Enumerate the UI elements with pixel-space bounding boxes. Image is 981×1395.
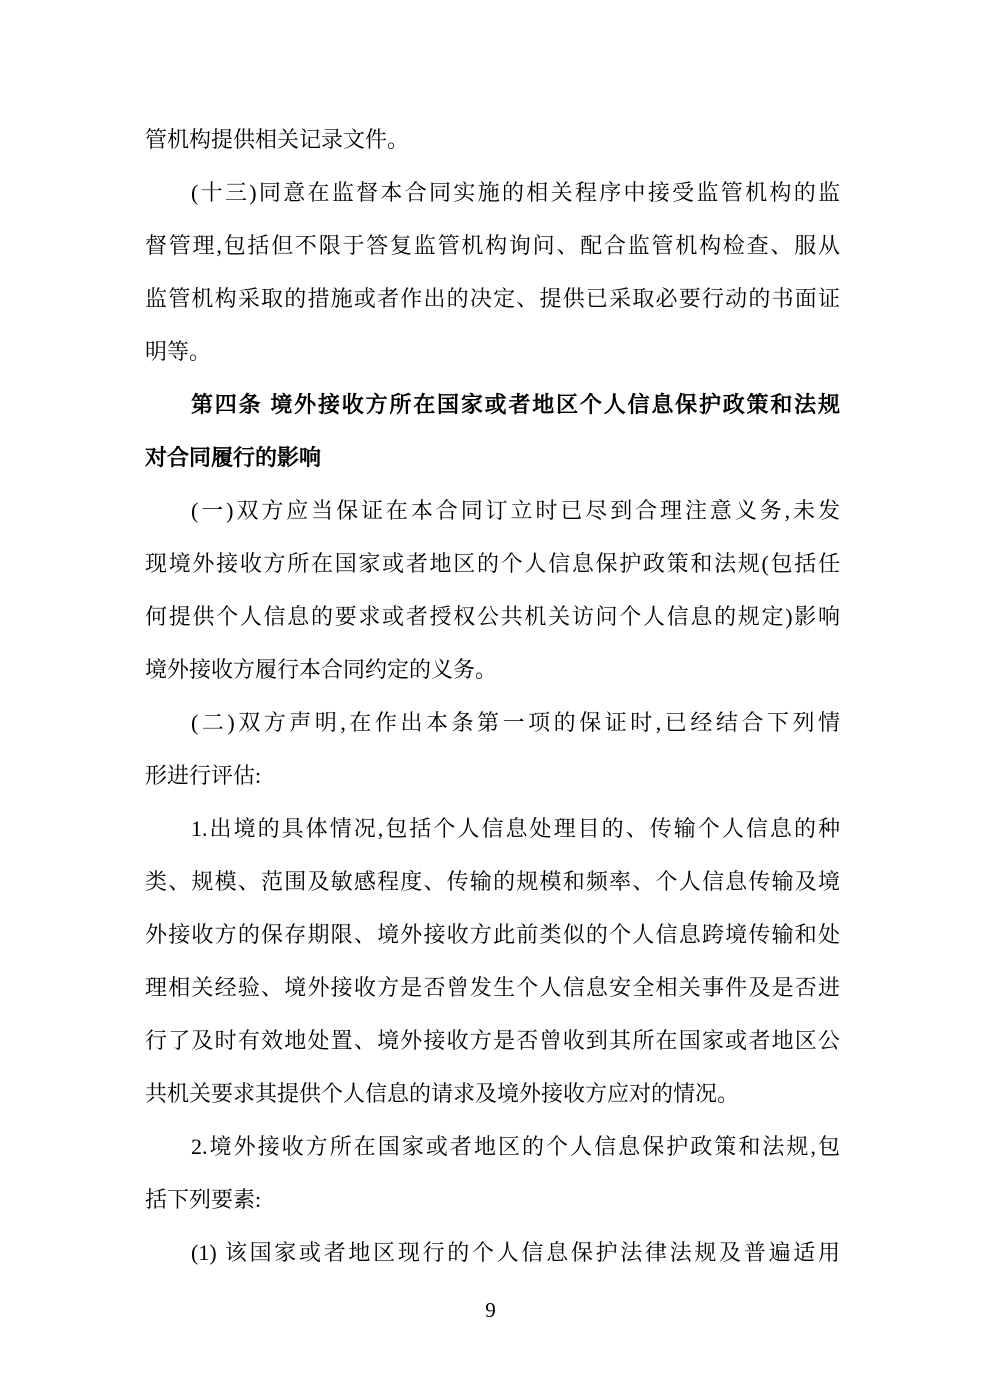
- text-line: 境外接收方履行本合同约定的义务。: [145, 657, 498, 682]
- text-line: 2.境外接收方所在国家或者地区的个人信息保护政策和法规,包: [191, 1134, 840, 1159]
- text-line: 现境外接收方所在国家或者地区的个人信息保护政策和法规(包括任: [145, 551, 840, 576]
- contract-text-block: [145, 113, 840, 1279]
- text-line: (一)双方应当保证在本合同订立时已尽到合理注意义务,未发: [191, 498, 840, 523]
- text-line: 括下列要素:: [145, 1187, 262, 1212]
- text-line: (二)双方声明,在作出本条第一项的保证时,已经结合下列情: [191, 710, 840, 735]
- text-line: 外接收方的保存期限、境外接收方此前类似的个人信息跨境传输和处: [145, 922, 840, 947]
- text-line: 形进行评估:: [145, 763, 262, 788]
- text-line: (十三)同意在监督本合同实施的相关程序中接受监管机构的监: [191, 180, 840, 205]
- text-line: 1.出境的具体情况,包括个人信息处理目的、传输个人信息的种: [191, 816, 840, 841]
- text-line: 类、规模、范围及敏感程度、传输的规模和频率、个人信息传输及境: [145, 869, 840, 894]
- heading-line: 对合同履行的影响: [145, 445, 322, 470]
- page-number: 9: [485, 1298, 496, 1322]
- text-line: 共机关要求其提供个人信息的请求及境外接收方应对的情况。: [145, 1081, 740, 1106]
- text-line: 行了及时有效地处置、境外接收方是否曾收到其所在国家或者地区公: [145, 1028, 840, 1053]
- text-line: 督管理,包括但不限于答复监管机构询问、配合监管机构检查、服从: [145, 233, 840, 258]
- text-line: (1) 该国家或者地区现行的个人信息保护法律法规及普遍适用: [191, 1240, 840, 1265]
- text-line: 理相关经验、境外接收方是否曾发生个人信息安全相关事件及是否进: [145, 975, 840, 1000]
- heading-line: 第四条 境外接收方所在国家或者地区个人信息保护政策和法规: [191, 392, 840, 417]
- text-line: 何提供个人信息的要求或者授权公共机关访问个人信息的规定)影响: [145, 604, 840, 629]
- text-line: 明等。: [145, 339, 212, 364]
- text-line: 监管机构采取的措施或者作出的决定、提供已采取必要行动的书面证: [145, 286, 840, 311]
- text-line: 管机构提供相关记录文件。: [145, 127, 410, 152]
